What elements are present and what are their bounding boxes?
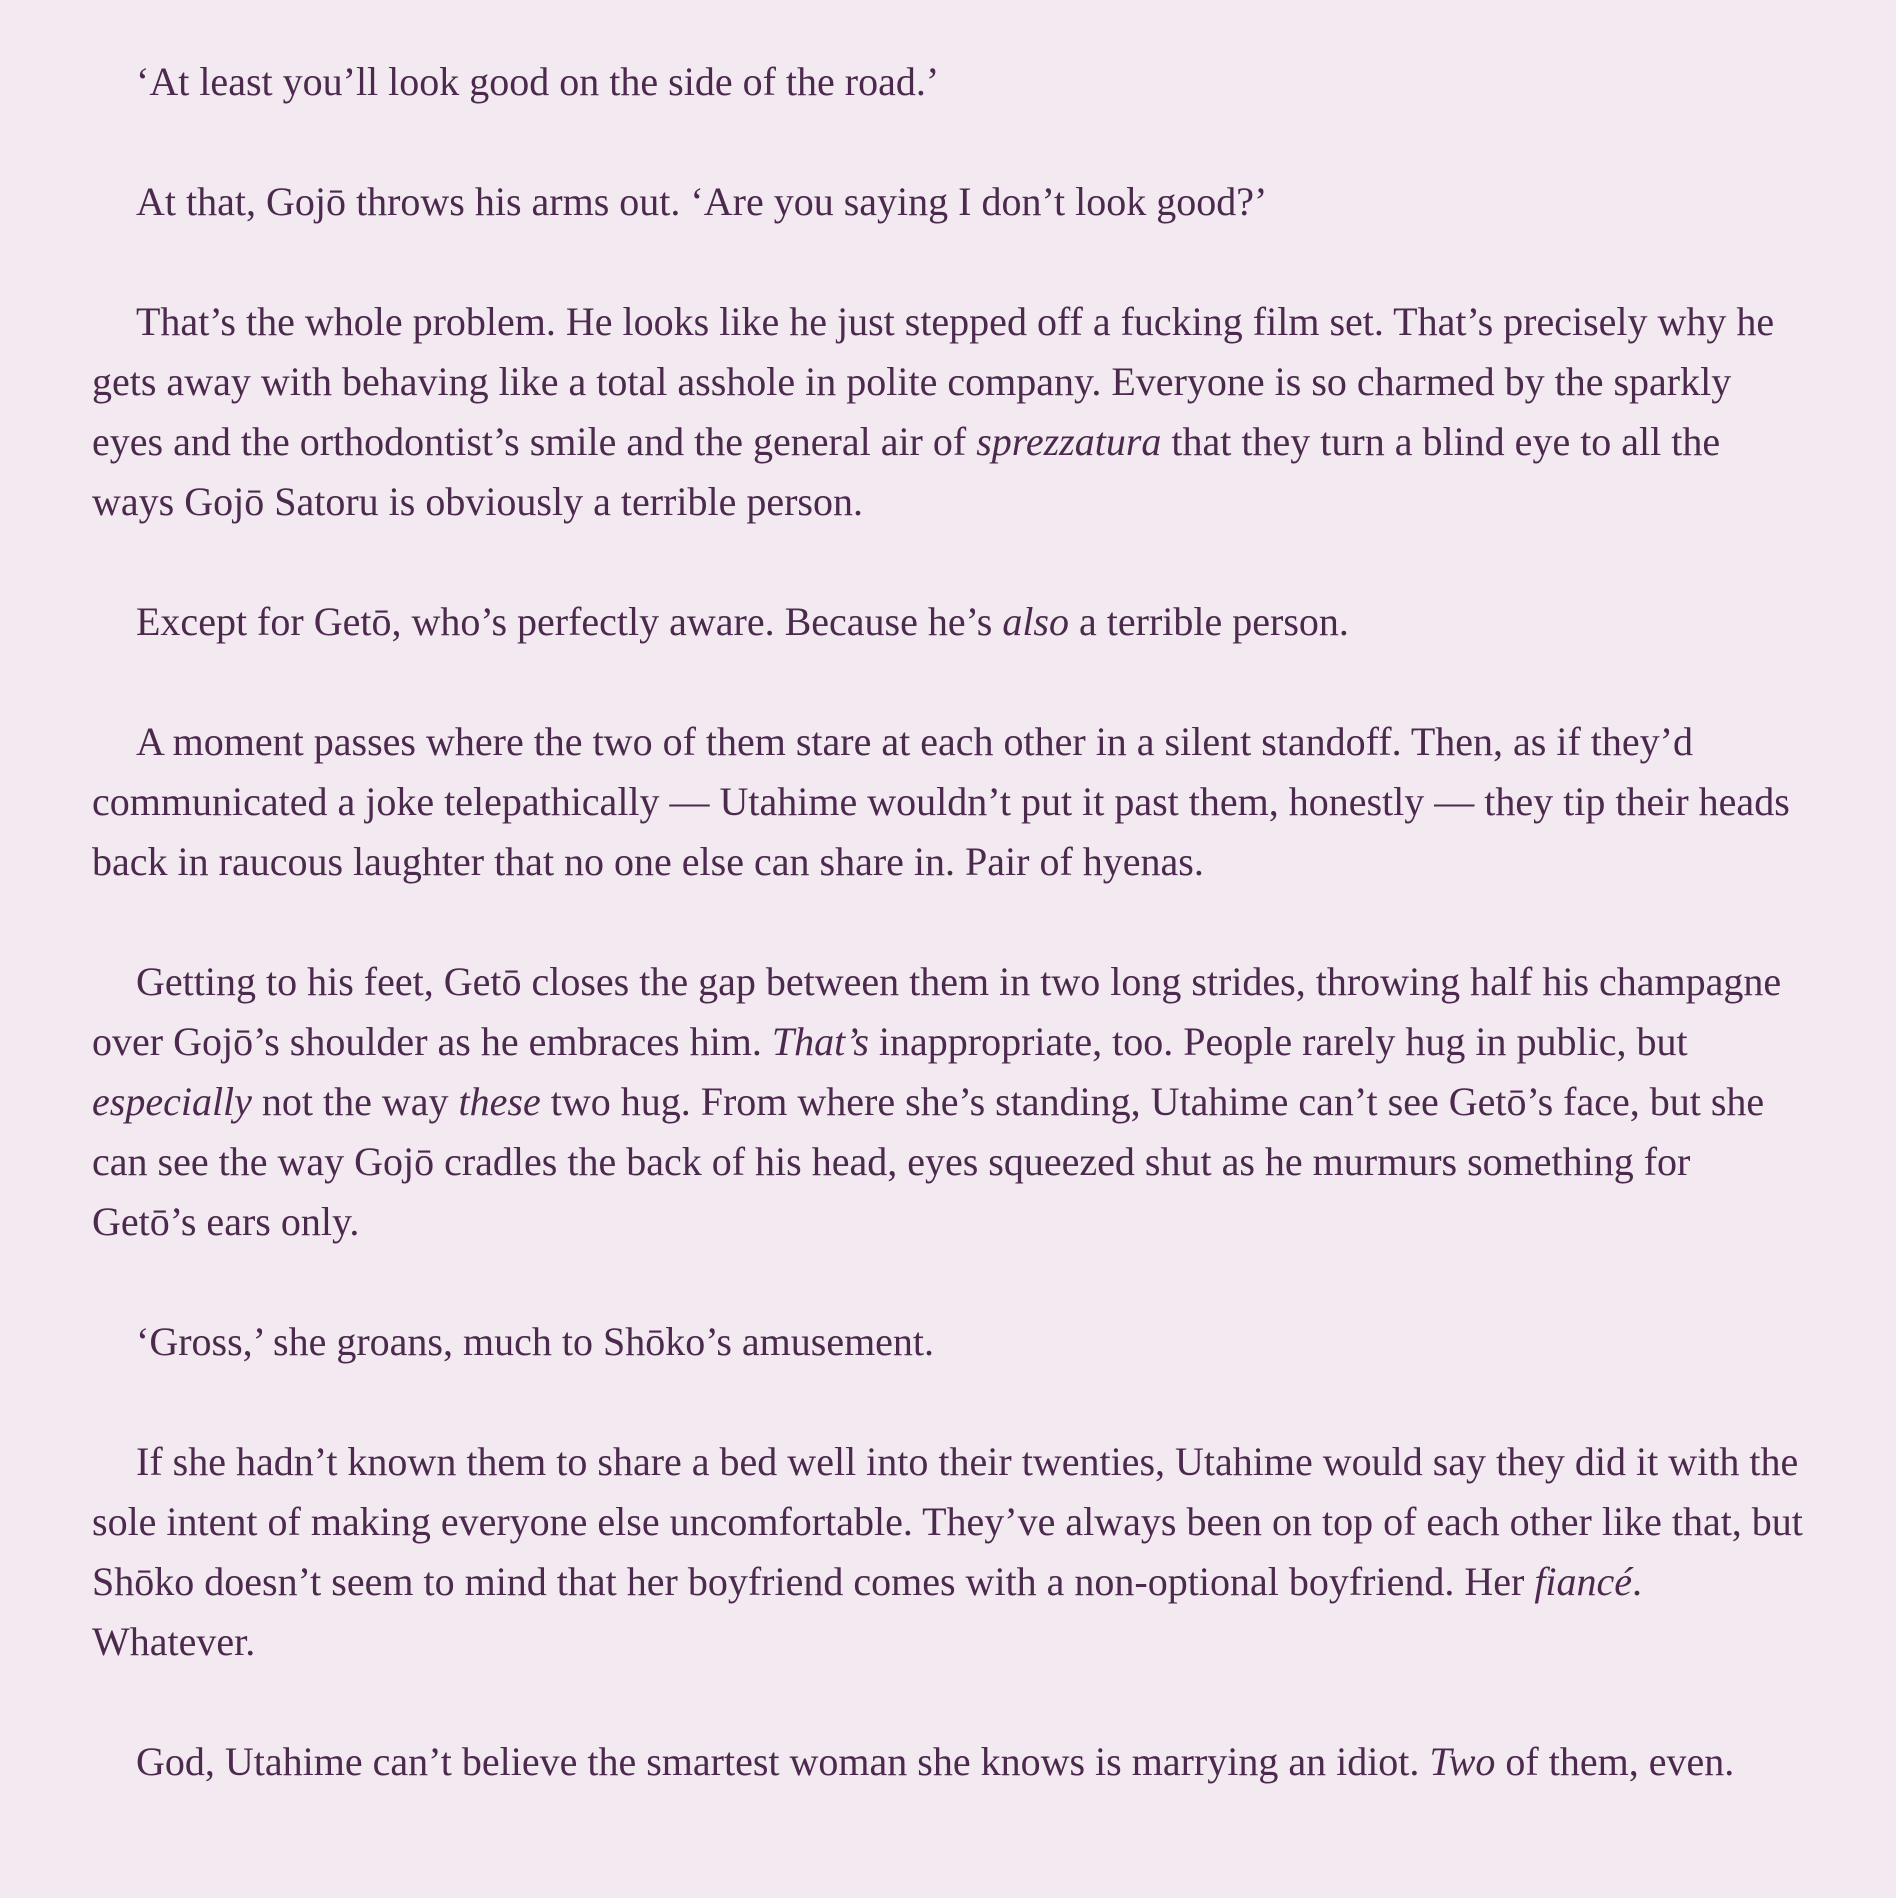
italic-text-run: sprezzatura (976, 419, 1162, 464)
text-run: that they turn a blind eye to all the ways Gojō Satoru is obviously a terrible person. (92, 419, 1721, 524)
text-run: At that, Gojō throws his arms out. ‘Are you saying I don’t look good?’ (136, 179, 1268, 224)
text-run: two hug. From where she’s standing, Utahime can’t see Getō’s face, but she can see the way Gojō cradles the back of his head, eyes squeezed shut as he murmurs something for Getō’s ears only. (92, 1079, 1765, 1244)
text-run: That’s the whole problem. He looks like he just stepped off a fucking film set. That’s precisely why he gets away with behaving like a total asshole in polite company. Everyone is so charmed by the sparkly eyes and the orthodontist’s smile and the general air of (92, 299, 1775, 464)
paragraph (92, 52, 1804, 112)
italic-text-run: especially (92, 1079, 252, 1124)
paragraph (92, 172, 1804, 232)
italic-text-run: That’s (771, 1019, 869, 1064)
italic-text-run: Two (1429, 1739, 1496, 1784)
text-run: A moment passes where the two of them stare at each other in a silent standoff. Then, as if they’d communicated a joke telepathically — Utahime wouldn’t put it past them, honestly — they tip their heads back in raucous laughter that no one else can share in. Pair of hyenas. (92, 719, 1790, 884)
text-run: ‘At least you’ll look good on the side of the road.’ (136, 59, 940, 104)
text-run: . Whatever. (92, 1559, 1643, 1664)
paragraph (92, 1432, 1804, 1672)
text-run: ‘Gross,’ she groans, much to Shōko’s amusement. (136, 1319, 935, 1364)
text-run: Getting to his feet, Getō closes the gap between them in two long strides, throwing half his champagne over Gojō’s shoulder as he embraces him. (92, 959, 1782, 1064)
italic-text-run: fiancé (1534, 1559, 1633, 1604)
text-run: of them, even. (1495, 1739, 1735, 1784)
text-run: If she hadn’t known them to share a bed well into their twenties, Utahime would say they did it with the sole intent of making everyone else uncomfortable. They’ve always been on top of each other like that, but Shōko doesn’t seem to mind that her boyfriend comes with a non-optional boyfriend. Her (92, 1439, 1803, 1604)
text-run: inappropriate, too. People rarely hug in public, but (868, 1019, 1688, 1064)
paragraph (92, 952, 1804, 1252)
paragraph (92, 712, 1804, 892)
paragraph (92, 1312, 1804, 1372)
text-run: a terrible person. (1069, 599, 1349, 644)
italic-text-run: these (458, 1079, 541, 1124)
paragraph (92, 292, 1804, 532)
italic-text-run: also (1002, 599, 1069, 644)
text-run: God, Utahime can’t believe the smartest woman she knows is marrying an idiot. (136, 1739, 1430, 1784)
text-run: Except for Getō, who’s perfectly aware. Because he’s (136, 599, 1003, 644)
paragraph (92, 1732, 1804, 1792)
paragraph (92, 592, 1804, 652)
text-run: not the way (251, 1079, 459, 1124)
